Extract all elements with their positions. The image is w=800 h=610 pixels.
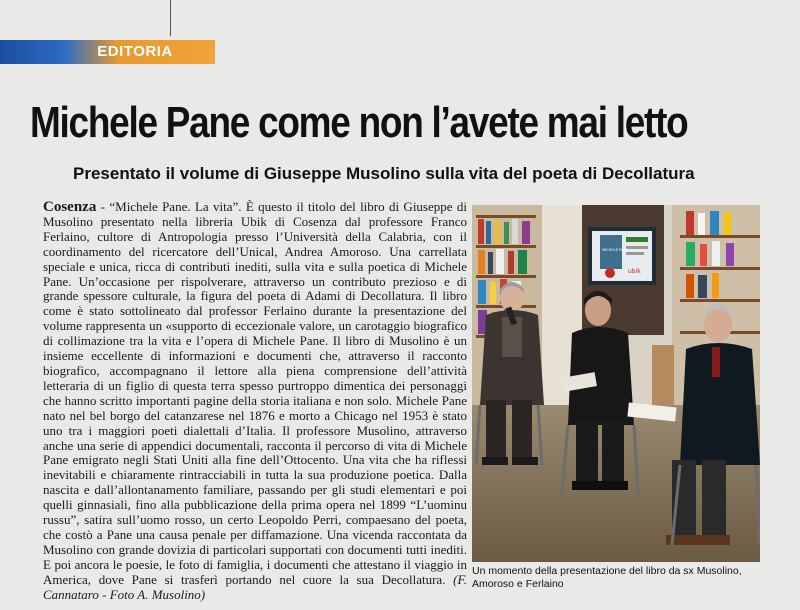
headline: Michele Pane come non l’avete mai letto (30, 98, 688, 147)
section-tag: EDITORIA (97, 43, 173, 60)
column-rule (170, 0, 171, 36)
screen-brand: ubik (628, 268, 641, 275)
event-photo-illustration (472, 205, 760, 562)
article-text: - “Michele Pane. La vita”. È questo il titolo del libro di Giuseppe di Musolino presentato nella libreria Ubik di Cosenza dal professore Franco Ferlaino, cultore di Antropologia presso l’Università della Calabria, con il coordinamento del ricercatore dell’Unical, Andrea Amoroso. Una carrellata speciale e unica, ricca di contributi inediti, sulla vita e sulla poetica di Michele Pane. Un’occasione per rispolverare, attraverso un contributo prezioso e di grande spessore culturale, la figura del poeta di Adami di Decollatura. Il libro come è stato sottolineato dal professor Ferlaino durante la presentazione del volume rappresenta un «supporto di eccezionale valore, un carotaggio biografico di collimazione tra la vita e l’opera di Michele Pane. Il libro di Musolino è un insieme eccellente di informazioni e documenti che, attraverso il racconto biografico, accompagnano il lettore alla piena comprensione dell’attività letteraria di un figlio di questa terra spesso purtroppo dimentica dei personaggi che hanno scritto importanti pagine della storia italiana e non solo. Michele Pane nato nel bel borgo del catanzarese nel 1876 e morto a Chicago nel 1953 è stato uno tra i maggiori poeti dialettali d’Italia. Il professore Musolino, attraverso anche una serie di appendici documentali, racconta il percorso di vita di Michele Pane emigrato negli Stati Uniti alla fine dell’Ottocento. Una vita che ha riflessi inevitabili e chiaramente rintracciabili in tutta la sua produzione poetica. Dalla nascita e dall’allontanamento familiare, passando per gli studi elementari e poi quelli ginnasiali, fino alla pubblicazione della prima opera nel 1899 “L’uominu russu”, satira sull’uomo rosso, un certo Leopoldo Perri, compaesano del poeta, che costò a Pane una causa penale per diffamazione. Una vicenda raccontata da Musolino con grande dovizia di particolari supportati con documenti tutti inediti. E poi ancora le poesie, le foto di famiglia, i documenti che attestano il viaggio in America, dove Pane si trasferì portando nel cuore la sua Decollatura. (43, 199, 467, 587)
article-dateline: Cosenza (43, 199, 97, 215)
article-byline: (F. Cannataro - Foto A. Musolino) (43, 571, 467, 602)
book-stack (652, 345, 674, 405)
event-photo (472, 205, 760, 562)
subheadline: Presentato il volume di Giuseppe Musolino sulla vita del poeta di Decollatura (73, 164, 695, 183)
article-body (43, 200, 467, 602)
photo-caption: Un momento della presentazione del libro da sx Musolino, Amoroso e Ferlaino (472, 565, 742, 590)
screen-book-title: MICHELE PANE (602, 248, 629, 252)
